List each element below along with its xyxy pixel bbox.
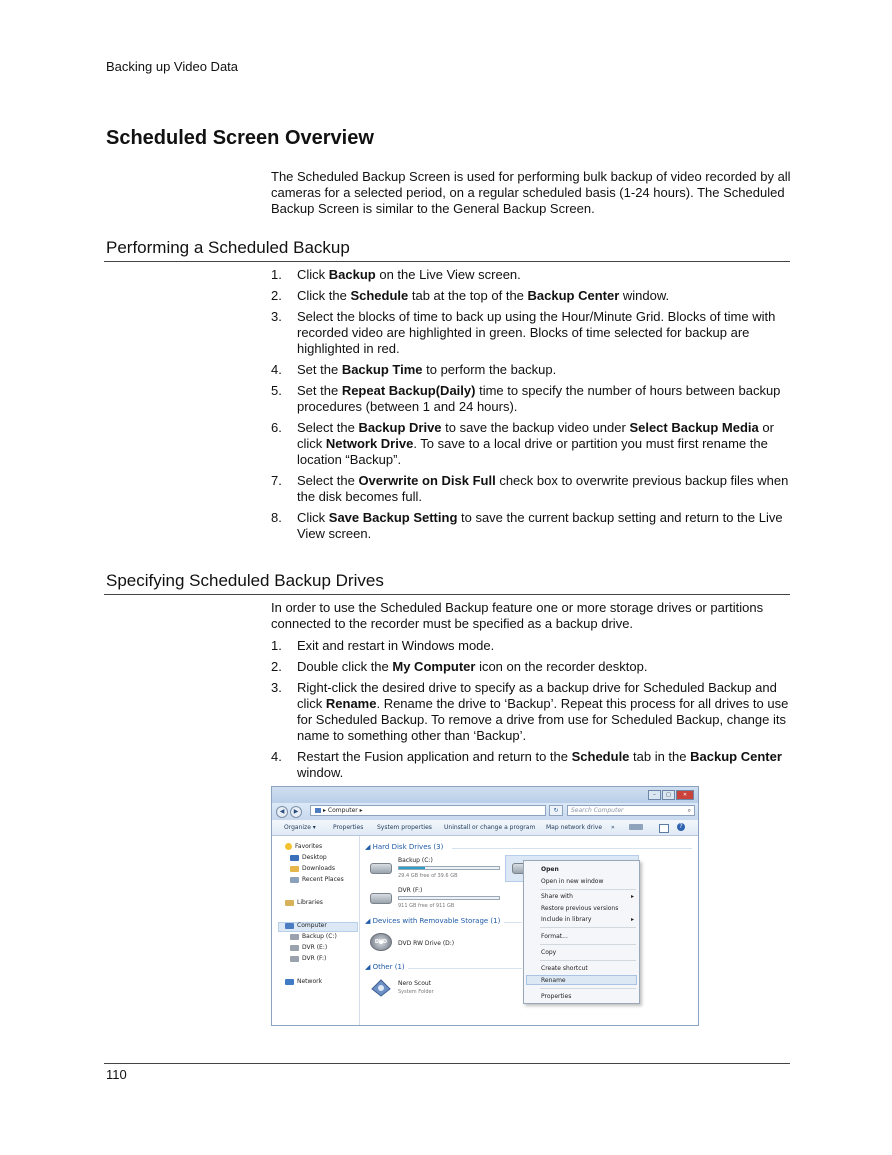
ui-term: Backup Center — [690, 749, 782, 764]
window-titlebar — [272, 787, 698, 803]
nero-scout-icon — [370, 977, 392, 997]
context-menu — [523, 860, 640, 1004]
command-bar — [272, 820, 698, 836]
step-text: on the Live View screen. — [375, 267, 521, 282]
step-text: Select the — [297, 420, 359, 435]
ui-term: Select Backup Media — [629, 420, 759, 435]
step-text: . Rename the drive to ‘Backup’. Repeat this process for all drives to use for Scheduled Backup. To remove a drive from use for Scheduled Backup, change its name to something other than ‘Backup’. — [297, 696, 789, 743]
menu-share-with[interactable]: Share with — [541, 893, 573, 900]
step-text: Click — [297, 267, 329, 282]
step-item — [271, 288, 796, 304]
step-item — [271, 749, 796, 781]
submenu-arrow-icon: ▸ — [630, 916, 634, 923]
navigation-pane — [272, 836, 360, 1026]
step-item — [271, 362, 796, 378]
step-item — [271, 659, 796, 675]
specifying-steps-list — [271, 638, 796, 786]
step-item — [271, 383, 796, 415]
menu-include-in-library[interactable]: Include in library — [541, 916, 592, 923]
step-text: Click the — [297, 288, 351, 303]
menu-separator — [540, 927, 636, 928]
ui-term: Overwrite on Disk Full — [358, 473, 496, 488]
ui-term: Backup Drive — [358, 420, 442, 435]
step-number: 2. — [271, 659, 282, 674]
step-text: Exit and restart in Windows mode. — [297, 638, 495, 653]
intro-paragraph: The Scheduled Backup Screen is used for performing bulk backup of video recorded by all cameras for a selected period, on a regular scheduled basis (1-24 hours). The Scheduled Backup Screen is similar to the General Backup Screen. — [271, 169, 791, 216]
step-text: window. — [619, 288, 670, 303]
menu-restore-previous-versions[interactable]: Restore previous versions — [541, 905, 619, 912]
step-number: 4. — [271, 362, 282, 377]
group-other[interactable]: ◢ Other (1) — [365, 963, 405, 971]
ui-term: Repeat Backup(Daily) — [341, 383, 476, 398]
nav-favorites[interactable]: Favorites — [285, 843, 322, 850]
downloads-icon — [290, 866, 299, 872]
step-item — [271, 309, 796, 357]
step-item — [271, 420, 796, 468]
subsection-rule — [104, 261, 790, 262]
nav-dvr-f[interactable]: DVR (F:) — [290, 955, 326, 962]
hard-drive-icon — [290, 945, 299, 951]
dvr-f-usage-bar — [398, 896, 500, 900]
step-text: Select the blocks of time to back up using the Hour/Minute Grid. Blocks of time with recorded video are highlighted in green. Blocks of time selected for backup are highlighted in red. — [297, 309, 776, 356]
computer-icon — [315, 808, 321, 813]
subsection-title-performing: Performing a Scheduled Backup — [106, 238, 350, 257]
step-number: 4. — [271, 749, 282, 764]
back-arrow-icon[interactable]: ◀ — [276, 806, 288, 818]
libraries-icon — [285, 900, 294, 906]
explorer-screenshot — [271, 786, 699, 1026]
backup-usage-bar — [398, 866, 500, 870]
step-number: 8. — [271, 510, 282, 525]
desktop-icon — [290, 855, 299, 861]
step-text: Set the — [297, 383, 342, 398]
organize-button[interactable]: Organize ▾ — [284, 824, 316, 831]
performing-steps-list — [271, 267, 796, 547]
step-text: icon on the recorder desktop. — [475, 659, 648, 674]
minimize-button[interactable]: – — [648, 790, 661, 800]
step-text: tab in the — [629, 749, 691, 764]
step-text: Select the — [297, 473, 359, 488]
step-number: 2. — [271, 288, 282, 303]
step-number: 5. — [271, 383, 282, 398]
subsection-rule — [104, 594, 790, 595]
forward-arrow-icon[interactable]: ▶ — [290, 806, 302, 818]
menu-separator — [540, 988, 636, 989]
ui-term: Schedule — [571, 749, 630, 764]
step-number: 3. — [271, 680, 282, 695]
search-icon: ⌕ — [687, 807, 691, 814]
uninstall-program-button[interactable]: Uninstall or change a program — [444, 824, 536, 831]
nav-computer[interactable]: Computer — [285, 922, 327, 929]
step-number: 1. — [271, 638, 282, 653]
ui-term: My Computer — [392, 659, 476, 674]
dvd-drive-icon: DVD — [370, 933, 392, 951]
ui-term: Backup — [328, 267, 376, 282]
step-text: Restart the Fusion application and return to the — [297, 749, 572, 764]
submenu-arrow-icon: ▸ — [630, 893, 634, 900]
hard-drive-icon — [370, 863, 392, 874]
nav-desktop[interactable]: Desktop — [290, 854, 327, 861]
hard-drive-icon — [370, 893, 392, 904]
refresh-icon[interactable]: ↻ — [549, 805, 563, 816]
backup-drive-name[interactable]: Backup (C:) — [398, 857, 433, 864]
group-hard-disk-drives[interactable]: ◢ Hard Disk Drives (3) — [365, 843, 444, 851]
running-header: Backing up Video Data — [106, 59, 239, 74]
step-text: tab at the top of the — [408, 288, 528, 303]
dvr-f-drive-name[interactable]: DVR (F:) — [398, 887, 423, 894]
step-number: 3. — [271, 309, 282, 324]
step-text: or click — [297, 420, 774, 451]
page-number: 110 — [106, 1067, 127, 1082]
group-divider — [504, 922, 522, 923]
system-properties-button[interactable]: System properties — [377, 824, 432, 831]
hard-drive-icon — [290, 956, 299, 962]
ui-term: Network Drive — [325, 436, 414, 451]
nav-libraries[interactable]: Libraries — [285, 899, 323, 906]
menu-open[interactable]: Open — [541, 866, 559, 873]
network-icon — [285, 979, 294, 985]
step-text: . To save to a local drive or partition you must first rename the location “Backup”. — [297, 436, 768, 467]
menu-separator — [540, 944, 636, 945]
ui-term: Schedule — [350, 288, 409, 303]
backup-free-space: 29.4 GB free of 39.6 GB — [398, 873, 458, 879]
step-text: window. — [297, 765, 344, 780]
dvr-f-free-space: 911 GB free of 911 GB — [398, 903, 455, 909]
footer-rule — [104, 1063, 790, 1064]
step-text: Right-click the desired drive to specify as a backup drive for Scheduled Backup and click — [297, 680, 777, 711]
step-text: to save the current backup setting and return to the Live View screen. — [297, 510, 783, 541]
step-text: to perform the backup. — [422, 362, 557, 377]
hard-drive-icon — [290, 934, 299, 940]
step-item — [271, 680, 796, 744]
nav-network[interactable]: Network — [285, 978, 322, 985]
help-icon[interactable]: ? — [677, 823, 685, 831]
preview-pane-icon[interactable] — [659, 824, 669, 833]
step-text: to save the backup video under — [441, 420, 630, 435]
nero-scout-name[interactable]: Nero Scout — [398, 980, 432, 987]
step-text: Double click the — [297, 659, 393, 674]
menu-properties[interactable]: Properties — [541, 993, 572, 1000]
address-field[interactable]: ▸ Computer ▸ — [310, 805, 546, 816]
step-number: 7. — [271, 473, 282, 488]
views-icon[interactable] — [629, 824, 643, 830]
maximize-button[interactable]: □ — [662, 790, 675, 800]
computer-icon — [285, 923, 294, 929]
step-number: 6. — [271, 420, 282, 435]
nav-backup-drive[interactable]: Backup (C:) — [290, 933, 337, 940]
star-icon — [285, 843, 292, 850]
specifying-intro: In order to use the Scheduled Backup feature one or more storage drives or partitions connected to the recorder must be specified as a backup drive. — [271, 600, 764, 631]
step-text: Set the — [297, 362, 342, 377]
step-item — [271, 638, 796, 654]
properties-button[interactable]: Properties — [333, 824, 364, 831]
ui-term: Backup Center — [527, 288, 620, 303]
step-text: time to specify the number of hours between backup procedures (between 1 and 24 hours). — [297, 383, 781, 414]
map-network-drive-button[interactable]: Map network drive — [546, 824, 603, 831]
section-title: Scheduled Screen Overview — [106, 127, 374, 149]
step-item — [271, 267, 796, 283]
ui-term: Rename — [325, 696, 377, 711]
address-bar-row — [272, 803, 698, 820]
nero-scout-type: System Folder — [398, 989, 434, 995]
close-button[interactable]: ✕ — [676, 790, 694, 800]
step-item — [271, 473, 796, 505]
ui-term: Save Backup Setting — [328, 510, 458, 525]
step-text: Click — [297, 510, 329, 525]
group-divider — [452, 848, 692, 849]
nav-dvr-e[interactable]: DVR (E:) — [290, 944, 327, 951]
subsection-title-specifying: Specifying Scheduled Backup Drives — [106, 571, 384, 590]
search-input[interactable]: Search Computer ⌕ — [567, 805, 695, 816]
step-item — [271, 510, 796, 542]
nav-recent-places[interactable]: Recent Places — [290, 876, 344, 883]
menu-create-shortcut[interactable]: Create shortcut — [541, 965, 588, 972]
group-removable-storage[interactable]: ◢ Devices with Removable Storage (1) — [365, 917, 501, 925]
step-number: 1. — [271, 267, 282, 282]
step-text: check box to overwrite previous backup files when the disk becomes full. — [297, 473, 789, 504]
menu-rename[interactable]: Rename — [541, 977, 566, 984]
window-buttons — [648, 790, 694, 800]
nav-downloads[interactable]: Downloads — [290, 865, 335, 872]
ui-term: Backup Time — [341, 362, 423, 377]
more-commands-button[interactable]: » — [611, 824, 615, 831]
menu-separator — [540, 889, 636, 890]
dvd-drive-name[interactable]: DVD RW Drive (D:) — [398, 940, 455, 947]
menu-separator — [540, 960, 636, 961]
recent-places-icon — [290, 877, 299, 883]
menu-format[interactable]: Format... — [541, 933, 568, 940]
menu-open-new-window[interactable]: Open in new window — [541, 878, 604, 885]
menu-copy[interactable]: Copy — [541, 949, 557, 956]
group-divider — [408, 968, 522, 969]
